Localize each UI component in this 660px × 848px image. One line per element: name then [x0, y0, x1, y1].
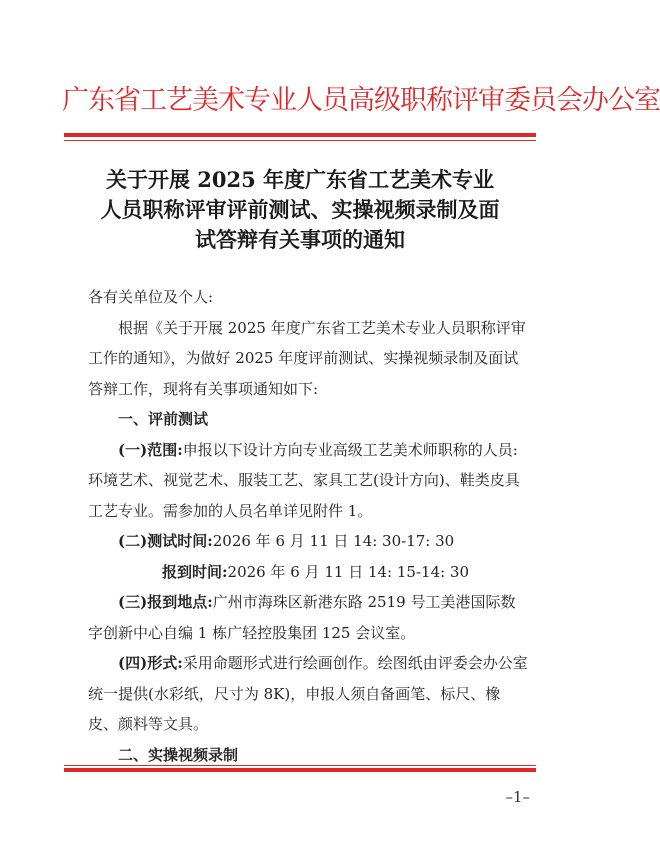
item-scope-label: (一)范围: — [118, 440, 183, 459]
title-line-3: 试答辩有关事项的通知 — [195, 227, 405, 252]
intro-paragraph: 根据《关于开展 2025 年度广东省工艺美术专业人员职称评审工作的通知》，为做好 2025 年度评前测试、实操视频录制及面试答辩工作，现将有关事项通知如下: — [88, 318, 526, 398]
location-text: 广州市海珠区新港东路 2519 号工美港国际数字创新中心自编 1 栋广轻控股集团 125 会议室。 — [88, 593, 516, 642]
salutation: 各有关单位及个人: — [88, 288, 214, 306]
checkin-time-value: 2026 年 6 月 11 日 14: 15-14: 30 — [227, 562, 470, 581]
item-scope-text: 申报以下设计方向专业高级工艺美术师职称的人员: 环境艺术、视觉艺术、服装工艺、家具工艺(设计方向)、鞋类皮具工艺专业。需参加的人员名单详见附件 1。 — [88, 440, 520, 520]
item-test-time — [88, 526, 528, 557]
item-scope — [88, 435, 528, 527]
location-label: (三)报到地点: — [118, 593, 213, 611]
test-time-value: 2026 年 6 月 11 日 14: 30-17: 30 — [212, 532, 455, 550]
item-checkin-time — [88, 557, 528, 588]
footer-red-rule-thin — [64, 765, 536, 766]
item-format — [88, 648, 528, 740]
title-line-1: 关于开展 2025 年度广东省工艺美术专业 — [105, 167, 495, 192]
issuing-office-header: 广东省工艺美术专业人员高级职称评审委员会办公室 — [62, 85, 660, 116]
page-number: –1– — [505, 788, 530, 806]
header-red-rule-thin — [64, 140, 536, 141]
section-2-heading: 二、实操视频录制 — [118, 745, 239, 764]
document-body — [88, 282, 528, 770]
format-label: (四)形式: — [118, 654, 183, 672]
document-title — [80, 165, 520, 255]
footer-red-rule-thick — [64, 768, 536, 772]
test-time-label: (二)测试时间: — [118, 532, 213, 550]
title-line-2: 人员职称评审评前测试、实操视频录制及面 — [100, 197, 500, 222]
checkin-time-label: 报到时间: — [162, 562, 228, 581]
format-text: 采用命题形式进行绘画创作。绘图纸由评委会办公室统一提供(水彩纸，尺寸为 8K)，申报人须自备画笔、标尺、橡皮、颜料等文具。 — [88, 654, 528, 733]
header-red-rule-thick — [64, 133, 536, 137]
item-location — [88, 587, 528, 648]
section-1-heading: 一、评前测试 — [118, 410, 209, 428]
